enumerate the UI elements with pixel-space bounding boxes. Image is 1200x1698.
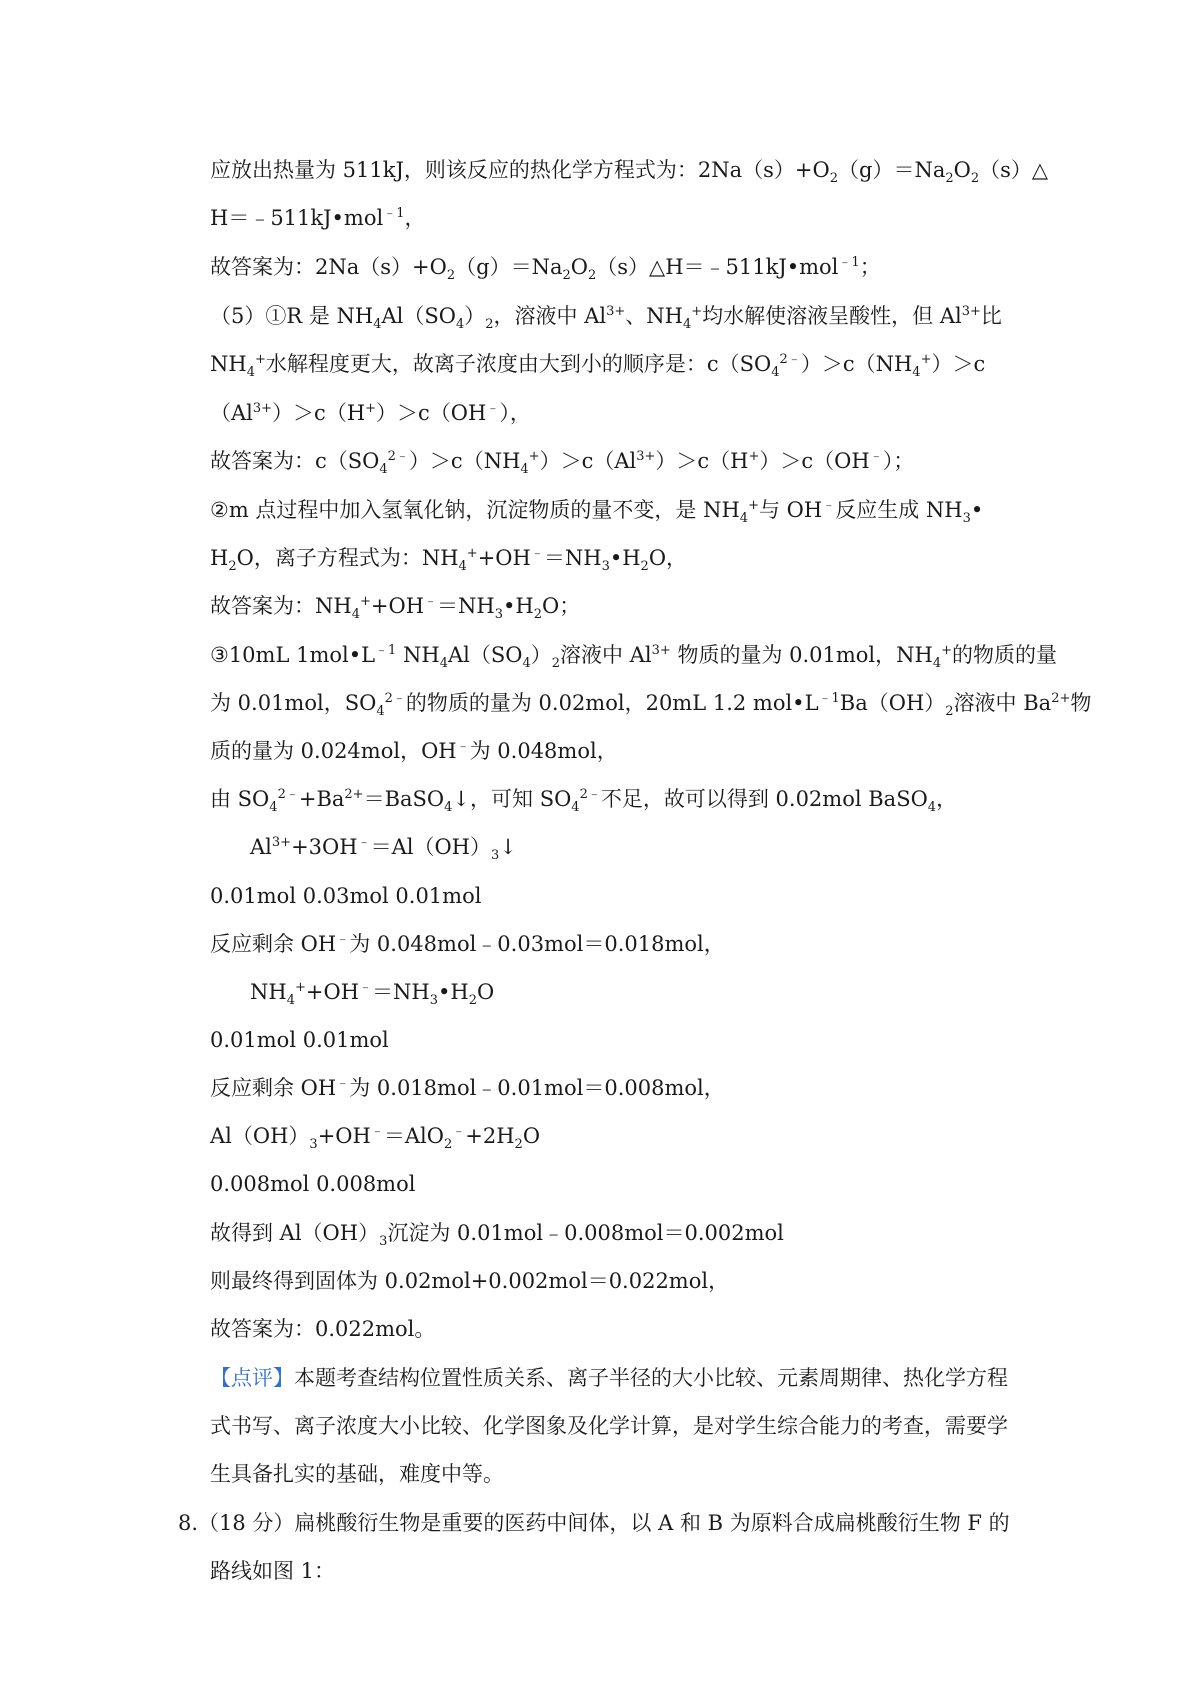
text-line bbox=[210, 688, 1091, 718]
superscript: 3+ bbox=[636, 449, 656, 464]
text-line bbox=[210, 591, 580, 621]
text-segment: O bbox=[953, 158, 971, 182]
text-segment: ＝NH bbox=[372, 980, 430, 1004]
subscript: 2 bbox=[562, 268, 571, 284]
text-line bbox=[210, 1556, 335, 1586]
subscript: 2 bbox=[468, 993, 478, 1009]
superscript: ﹣ bbox=[456, 739, 470, 754]
text-line bbox=[210, 398, 531, 428]
text-line bbox=[210, 155, 1048, 185]
subscript: 2 bbox=[829, 171, 839, 187]
text-segment: 、NH bbox=[625, 304, 683, 328]
text-segment: ）； bbox=[882, 449, 915, 473]
text-line bbox=[210, 640, 1057, 670]
text-segment: 故答案为：c（SO bbox=[210, 449, 380, 473]
text-segment: 式书写、离子浓度大小比较、化学图象及化学计算，是对学生综合能力的考查，需要学 bbox=[210, 1414, 1008, 1438]
subscript: 4 bbox=[379, 462, 388, 478]
text-segment: ） bbox=[464, 304, 486, 328]
superscript: ﹣1 bbox=[383, 206, 405, 221]
text-segment: （g）＝Na bbox=[838, 158, 946, 182]
superscript: ﹣ bbox=[869, 449, 883, 464]
text-segment: +OH bbox=[317, 1124, 371, 1148]
text-segment: （s）△ bbox=[979, 158, 1049, 182]
superscript: + bbox=[359, 594, 371, 609]
text-segment: （g）＝Na bbox=[455, 255, 563, 279]
text-segment: +Ba bbox=[298, 787, 345, 811]
subscript: 4 bbox=[571, 800, 580, 816]
text-segment: 8.（18 分）扁桃酸衍生物是重要的医药中间体，以 A 和 B 为原料合成扁桃酸衍生物 F 的 bbox=[178, 1511, 1010, 1535]
text-line bbox=[210, 929, 725, 959]
text-segment: 为 0.048mol， bbox=[469, 739, 618, 763]
subscript: 3 bbox=[494, 607, 504, 623]
text-segment: ＝BaSO bbox=[363, 787, 445, 811]
text-segment: ） bbox=[530, 643, 552, 667]
text-segment: 路线如图 1： bbox=[210, 1559, 336, 1583]
superscript: + bbox=[254, 352, 266, 367]
superscript: ﹣ bbox=[822, 498, 836, 513]
subscript: 4 bbox=[771, 365, 780, 381]
text-segment: ）＞c（OH bbox=[376, 401, 487, 425]
superscript: ﹣ bbox=[370, 1124, 384, 1139]
equation-line bbox=[250, 832, 517, 862]
text-line bbox=[210, 881, 481, 911]
text-segment: O bbox=[477, 980, 495, 1004]
text-segment: ）＞c（H bbox=[655, 449, 749, 473]
text-segment: 的物质的量 bbox=[952, 643, 1058, 667]
text-segment: ； bbox=[859, 255, 881, 279]
subscript: 3 bbox=[309, 1137, 318, 1153]
text-line bbox=[210, 203, 425, 233]
superscript: ﹣1 bbox=[375, 643, 397, 658]
text-segment: （Al bbox=[210, 401, 253, 425]
text-line bbox=[210, 349, 985, 379]
text-segment: 沉淀为 0.01mol﹣0.008mol＝0.002mol bbox=[387, 1221, 784, 1245]
subscript: 4 bbox=[912, 365, 921, 381]
text-segment: ＝AlO bbox=[383, 1124, 444, 1148]
text-segment: 与 OH bbox=[758, 498, 823, 522]
text-segment: 则最终得到固体为 0.02mol+0.002mol＝0.022mol， bbox=[210, 1269, 730, 1293]
text-line bbox=[210, 1314, 435, 1344]
subscript: 4 bbox=[739, 511, 749, 527]
subscript: 2 bbox=[945, 171, 954, 187]
subscript: 4 bbox=[246, 365, 255, 381]
subscript: 4 bbox=[927, 800, 937, 816]
text-segment: （5）①R 是 NH bbox=[210, 304, 374, 328]
text-segment: O， bbox=[648, 546, 688, 570]
text-segment: ）＞c（H bbox=[272, 401, 366, 425]
text-line bbox=[210, 736, 618, 766]
subscript: 4 bbox=[286, 993, 295, 1009]
subscript: 3 bbox=[429, 993, 439, 1009]
text-line bbox=[210, 1073, 725, 1103]
superscript: ﹣1 bbox=[838, 255, 860, 270]
superscript: ﹣ bbox=[359, 980, 373, 995]
subscript: 4 bbox=[458, 559, 467, 575]
text-segment: ）＞c（OH bbox=[759, 449, 870, 473]
text-segment: 不足，故可以得到 0.02mol BaSO bbox=[600, 787, 928, 811]
text-segment: Al（SO bbox=[381, 304, 456, 328]
text-segment: 溶液中 Al bbox=[560, 643, 652, 667]
superscript: ﹣ bbox=[530, 546, 544, 561]
text-line bbox=[210, 1218, 784, 1248]
equation-line bbox=[210, 1121, 540, 1151]
text-segment: 故答案为：2Na（s）+O bbox=[210, 255, 447, 279]
text-segment: 反应剩余 OH bbox=[210, 1076, 337, 1100]
text-segment: O，离子方程式为：NH bbox=[236, 546, 459, 570]
text-segment: （s）△H＝﹣511kJ•mol bbox=[596, 255, 839, 279]
text-segment: ↓，可知 SO bbox=[452, 787, 572, 811]
text-segment: ＝Al（OH） bbox=[370, 835, 491, 859]
text-line bbox=[210, 301, 1002, 331]
subscript: 4 bbox=[682, 317, 692, 333]
superscript: 2﹣ bbox=[779, 352, 801, 367]
text-segment: ）＞c（Al bbox=[539, 449, 637, 473]
text-segment: 反应生成 NH bbox=[835, 498, 963, 522]
comment-tag: 【点评】 bbox=[210, 1366, 294, 1390]
superscript: + bbox=[294, 980, 306, 995]
superscript: 2﹣ bbox=[579, 787, 601, 802]
superscript: 2+ bbox=[344, 787, 364, 802]
text-line bbox=[210, 1266, 729, 1296]
text-segment: NH bbox=[250, 980, 287, 1004]
text-segment: H＝﹣511kJ•mol bbox=[210, 206, 384, 230]
text-segment: Al bbox=[250, 835, 272, 859]
text-segment: H bbox=[210, 546, 229, 570]
superscript: 3+ bbox=[961, 304, 981, 319]
text-segment: +OH bbox=[477, 546, 531, 570]
subscript: 3 bbox=[491, 848, 500, 864]
subscript: 2 bbox=[443, 1137, 453, 1153]
text-segment: 0.01mol 0.01mol bbox=[210, 1028, 389, 1052]
superscript: + bbox=[920, 352, 932, 367]
text-segment: •H bbox=[503, 594, 534, 618]
superscript: + bbox=[941, 643, 953, 658]
subscript: 2 bbox=[587, 268, 597, 284]
text-segment: •H bbox=[438, 980, 469, 1004]
text-line bbox=[210, 1169, 415, 1199]
subscript: 4 bbox=[444, 800, 453, 816]
text-segment: 本题考查结构位置性质关系、离子半径的大小比较、元素周期律、热化学方程 bbox=[294, 1366, 1008, 1390]
text-segment: • bbox=[970, 498, 984, 522]
subscript: 2 bbox=[485, 317, 494, 333]
superscript: + bbox=[748, 498, 759, 513]
text-segment: 为 0.048mol﹣0.03mol＝0.018mol， bbox=[349, 932, 725, 956]
text-segment: +2H bbox=[465, 1124, 515, 1148]
superscript: ﹣ bbox=[452, 1124, 466, 1139]
text-segment: Al（SO bbox=[447, 643, 523, 667]
subscript: 4 bbox=[439, 656, 448, 672]
subscript: 4 bbox=[455, 317, 465, 333]
superscript: ﹣ bbox=[424, 594, 438, 609]
text-segment: O； bbox=[542, 594, 581, 618]
text-segment: 故答案为：NH bbox=[210, 594, 352, 618]
comment-line bbox=[210, 1363, 1008, 1393]
text-segment: 均水解使溶液呈酸性，但 Al bbox=[702, 304, 962, 328]
superscript: + bbox=[691, 304, 703, 319]
superscript: 2﹣ bbox=[384, 691, 406, 706]
text-segment: 溶液中 Ba bbox=[953, 691, 1052, 715]
subscript: 2 bbox=[970, 171, 980, 187]
superscript: 2﹣ bbox=[387, 449, 409, 464]
subscript: 4 bbox=[932, 656, 942, 672]
text-segment: 应放出热量为 511kJ，则该反应的热化学方程式为：2Na（s）+O bbox=[210, 158, 830, 182]
subscript: 2 bbox=[640, 559, 649, 575]
superscript: + bbox=[365, 401, 377, 416]
text-line bbox=[210, 446, 914, 476]
subscript: 2 bbox=[228, 559, 237, 575]
text-segment: 质的量为 0.024mol，OH bbox=[210, 739, 457, 763]
superscript: 2+ bbox=[1051, 691, 1071, 706]
subscript: 2 bbox=[945, 704, 954, 720]
subscript: 3 bbox=[379, 1234, 388, 1250]
subscript: 4 bbox=[269, 800, 278, 816]
subscript: 2 bbox=[533, 607, 543, 623]
comment-line bbox=[210, 1459, 504, 1489]
text-line bbox=[210, 495, 983, 525]
superscript: ﹣ bbox=[336, 932, 350, 947]
text-segment: ＝NH bbox=[543, 546, 602, 570]
subscript: 3 bbox=[601, 559, 610, 575]
subscript: 3 bbox=[962, 511, 971, 527]
text-segment: 为 0.01mol，SO bbox=[210, 691, 377, 715]
superscript: 3+ bbox=[271, 835, 292, 850]
superscript: + bbox=[466, 546, 478, 561]
text-line bbox=[210, 1025, 389, 1055]
text-segment: NH bbox=[396, 643, 440, 667]
text-segment: ， bbox=[404, 206, 426, 230]
text-segment: ＝NH bbox=[437, 594, 495, 618]
text-segment: 生具备扎实的基础，难度中等。 bbox=[210, 1462, 504, 1486]
text-segment: ）＞c（NH bbox=[800, 352, 913, 376]
text-segment: ）＞c bbox=[931, 352, 986, 376]
superscript: + bbox=[748, 449, 760, 464]
superscript: ﹣ bbox=[336, 1076, 350, 1091]
text-segment: O bbox=[522, 1124, 541, 1148]
subscript: 4 bbox=[520, 462, 529, 478]
subscript: 2 bbox=[514, 1137, 523, 1153]
text-segment: 比 bbox=[980, 304, 1002, 328]
subscript: 2 bbox=[446, 268, 456, 284]
superscript: ﹣ bbox=[357, 835, 371, 850]
text-segment: NH bbox=[210, 352, 247, 376]
text-segment: 为 0.018mol﹣0.01mol＝0.008mol， bbox=[349, 1076, 725, 1100]
question-heading bbox=[178, 1508, 1010, 1538]
text-segment: Al（OH） bbox=[210, 1124, 310, 1148]
text-line bbox=[210, 784, 957, 814]
text-segment: 反应剩余 OH bbox=[210, 932, 337, 956]
text-segment: +OH bbox=[305, 980, 360, 1004]
superscript: 3+ bbox=[606, 304, 626, 319]
text-line bbox=[210, 252, 881, 282]
text-segment: ）＞c（NH bbox=[408, 449, 521, 473]
text-segment: 物质的量为 0.01mol，NH bbox=[670, 643, 933, 667]
text-segment: ）， bbox=[499, 401, 531, 425]
text-segment: ②m 点过程中加入氢氧化钠，沉淀物质的量不变，是 NH bbox=[210, 498, 740, 522]
text-segment: 水解程度更大，故离子浓度由大到小的顺序是：c（SO bbox=[265, 352, 772, 376]
text-segment: Ba（OH） bbox=[839, 691, 946, 715]
text-segment: 0.008mol 0.008mol bbox=[210, 1172, 416, 1196]
superscript: 2﹣ bbox=[277, 787, 299, 802]
text-line bbox=[210, 543, 687, 573]
superscript: ﹣1 bbox=[818, 691, 840, 706]
text-segment: +OH bbox=[370, 594, 425, 618]
text-segment: ，溶液中 Al bbox=[493, 304, 607, 328]
text-segment: ↓ bbox=[499, 835, 517, 859]
superscript: 3+ bbox=[651, 643, 671, 658]
subscript: 4 bbox=[522, 656, 531, 672]
superscript: + bbox=[528, 449, 540, 464]
text-segment: •H bbox=[609, 546, 641, 570]
comment-line bbox=[210, 1411, 1008, 1441]
superscript: ﹣ bbox=[486, 401, 500, 416]
subscript: 2 bbox=[551, 656, 561, 672]
text-segment: 故得到 Al（OH） bbox=[210, 1221, 380, 1245]
text-segment: 由 SO bbox=[210, 787, 270, 811]
text-segment: 的物质的量为 0.02mol，20mL 1.2 mol•L bbox=[405, 691, 819, 715]
text-segment: ， bbox=[936, 787, 958, 811]
subscript: 4 bbox=[376, 704, 385, 720]
text-segment: 物 bbox=[1070, 691, 1092, 715]
equation-line bbox=[250, 977, 494, 1007]
superscript: 3+ bbox=[252, 401, 273, 416]
subscript: 4 bbox=[373, 317, 382, 333]
text-segment: O bbox=[570, 255, 588, 279]
text-segment: 0.01mol 0.03mol 0.01mol bbox=[210, 884, 482, 908]
text-segment: ③10mL 1mol•L bbox=[210, 643, 376, 667]
subscript: 4 bbox=[351, 607, 360, 623]
text-segment: +3OH bbox=[291, 835, 358, 859]
text-segment: 故答案为：0.022mol。 bbox=[210, 1317, 436, 1341]
